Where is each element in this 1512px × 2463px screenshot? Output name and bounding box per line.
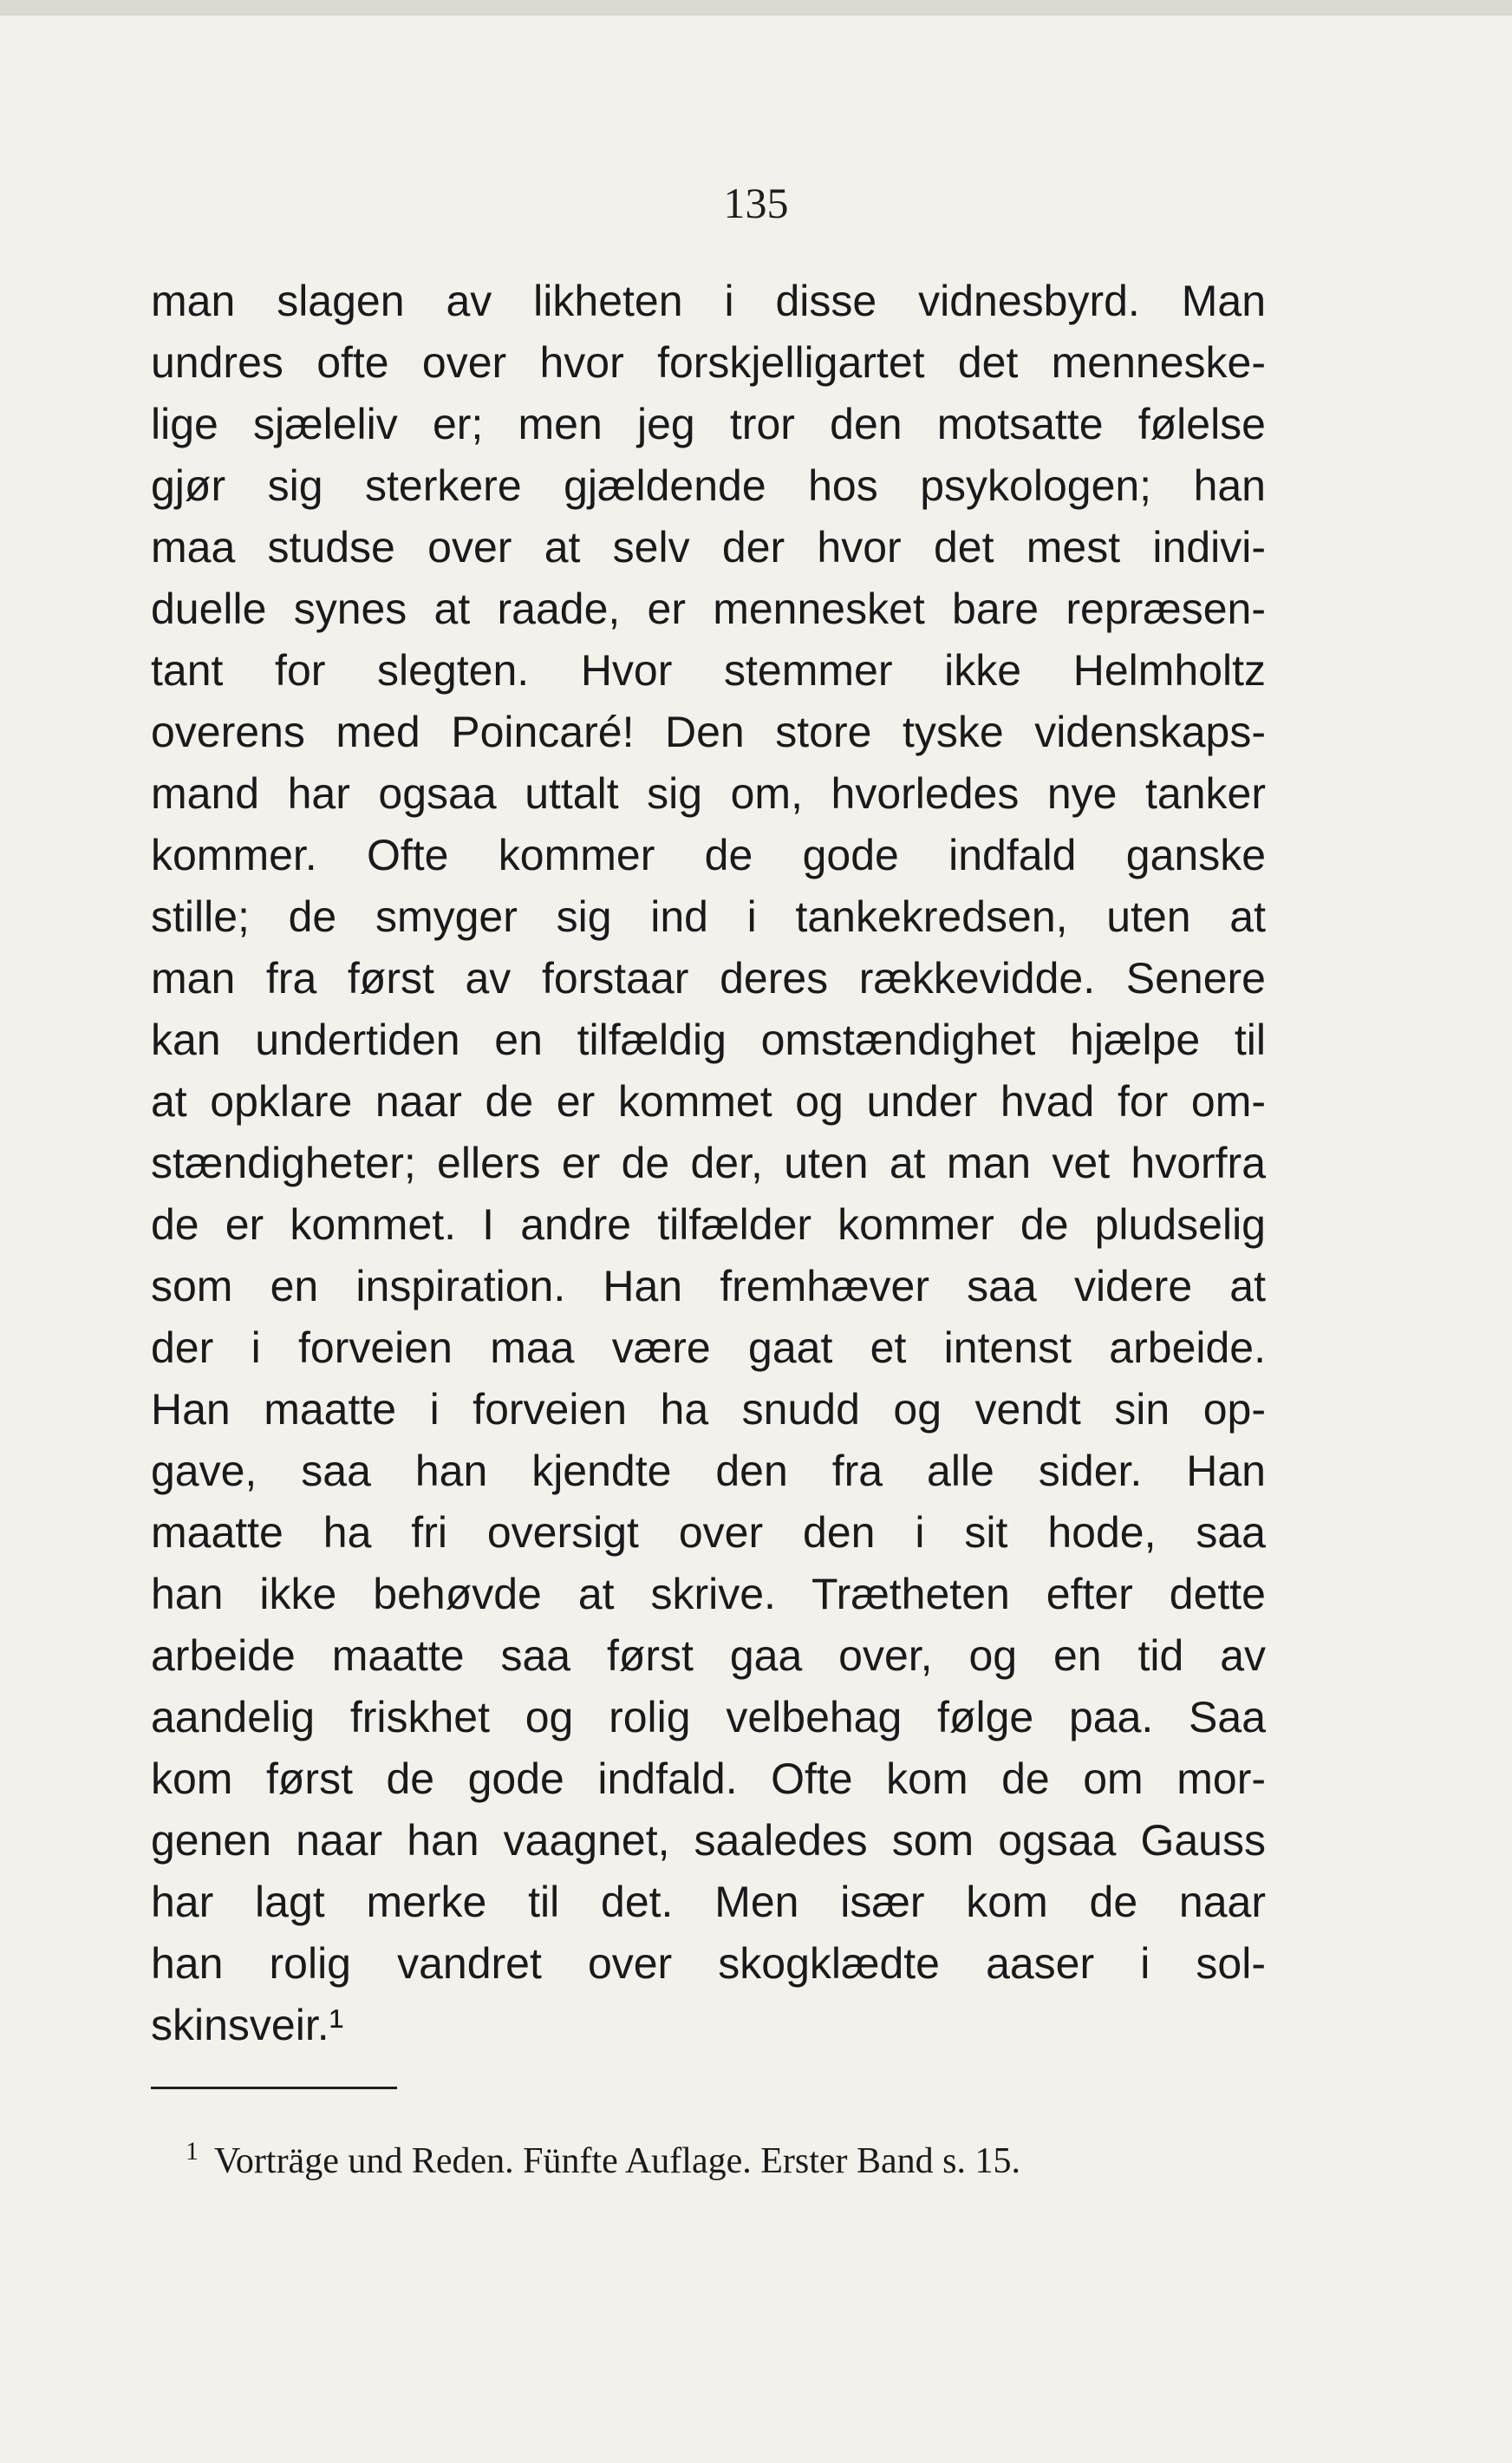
text-line: de er kommet. I andre tilfælder kommer de pludselig bbox=[151, 1200, 1266, 1249]
page-top-edge bbox=[0, 0, 1512, 16]
footnote-text: Vorträge und Reden. Fünfte Auflage. Erster Band s. 15. bbox=[214, 2141, 1021, 2181]
text-line: har lagt merke til det. Men især kom de naar bbox=[151, 1878, 1266, 1926]
page-number: 135 bbox=[723, 179, 789, 227]
text-line: at opklare naar de er kommet og under hvad for om- bbox=[151, 1077, 1266, 1126]
text-line: kommer. Ofte kommer de gode indfald ganske bbox=[151, 831, 1266, 879]
text-line: kom først de gode indfald. Ofte kom de om mor- bbox=[151, 1754, 1266, 1803]
text-line: han rolig vandret over skogklædte aaser i sol- bbox=[151, 1939, 1266, 1988]
body-text bbox=[151, 271, 1266, 2056]
text-line: genen naar han vaagnet, saaledes som ogsaa Gauss bbox=[151, 1816, 1266, 1865]
text-line: gjør sig sterkere gjældende hos psykologen; han bbox=[151, 461, 1266, 510]
text-line: mand har ogsaa uttalt sig om, hvorledes nye tanker bbox=[151, 769, 1266, 818]
text-line: tant for slegten. Hvor stemmer ikke Helmholtz bbox=[151, 646, 1266, 695]
text-line: maa studse over at selv der hvor det mest indivi- bbox=[151, 523, 1266, 572]
text-line: arbeide maatte saa først gaa over, og en tid av bbox=[151, 1631, 1266, 1680]
text-line: undres ofte over hvor forskjelligartet det menneske- bbox=[151, 338, 1266, 387]
text-line: han ikke behøvde at skrive. Trætheten efter dette bbox=[151, 1570, 1266, 1618]
text-line: lige sjæleliv er; men jeg tror den motsatte følelse bbox=[151, 400, 1266, 448]
text-line: gave, saa han kjendte den fra alle sider. Han bbox=[151, 1447, 1266, 1495]
text-line: Han maatte i forveien ha snudd og vendt sin op- bbox=[151, 1385, 1266, 1434]
text-line: man fra først av forstaar deres rækkevidde. Senere bbox=[151, 954, 1266, 1003]
text-line: som en inspiration. Han fremhæver saa videre at bbox=[151, 1262, 1266, 1310]
text-line: der i forveien maa være gaat et intenst arbeide. bbox=[151, 1323, 1266, 1372]
text-line: man slagen av likheten i disse vidnesbyrd. Man bbox=[151, 277, 1266, 325]
footnote bbox=[186, 2121, 1266, 2192]
text-line: maatte ha fri oversigt over den i sit hode, saa bbox=[151, 1508, 1266, 1557]
text-line: aandelig friskhet og rolig velbehag følge paa. Saa bbox=[151, 1693, 1266, 1741]
text-line: overens med Poincaré! Den store tyske videnskaps- bbox=[151, 708, 1266, 756]
text-line: duelle synes at raade, er mennesket bare repræsen- bbox=[151, 585, 1266, 633]
text-line: kan undertiden en tilfældig omstændighet hjælpe til bbox=[151, 1016, 1266, 1064]
footnote-mark: 1 bbox=[186, 2137, 199, 2166]
footnote-divider bbox=[151, 2087, 397, 2089]
text-line-last: skinsveir.¹ bbox=[151, 2001, 344, 2049]
text-line: stændigheter; ellers er de der, uten at man vet hvorfra bbox=[151, 1139, 1266, 1187]
text-line: stille; de smyger sig ind i tankekredsen, uten at bbox=[151, 892, 1266, 941]
